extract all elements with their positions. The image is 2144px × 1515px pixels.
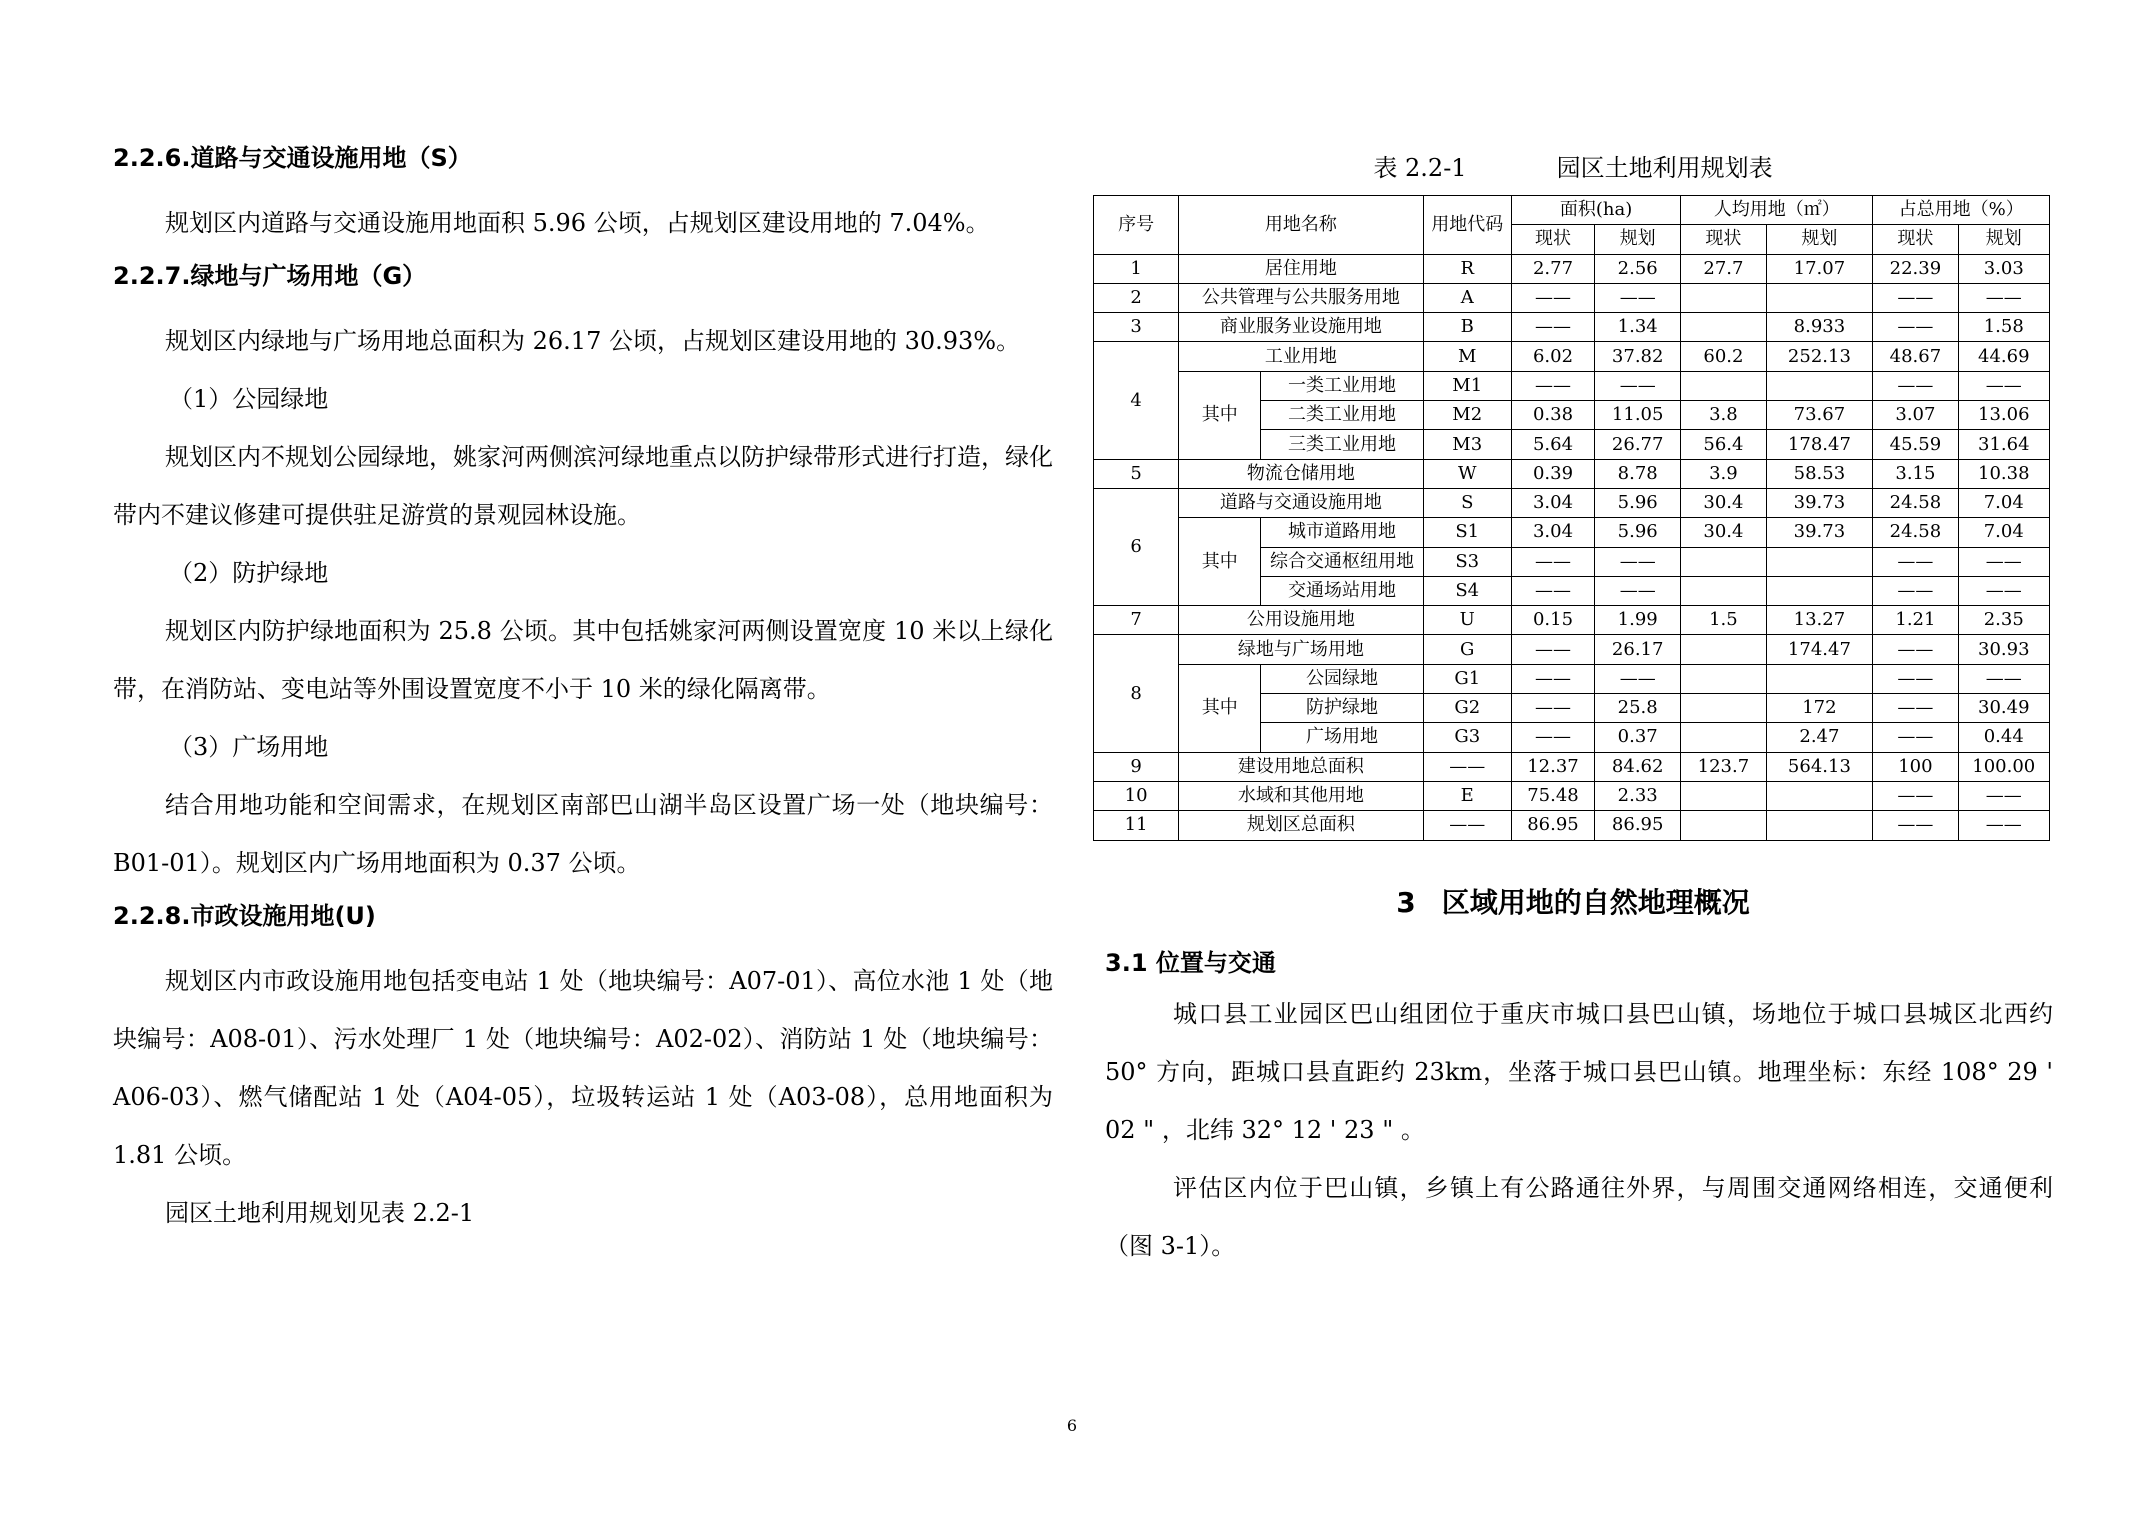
cell-area-current: ——: [1511, 694, 1594, 723]
table-row: [1094, 254, 2050, 283]
col-header-area-plan: 规划: [1595, 225, 1681, 254]
table-row: [1094, 371, 2050, 400]
cell-area-plan: 25.8: [1595, 694, 1681, 723]
col-header-percent: 占总用地（%）: [1873, 196, 2050, 225]
cell-code: W: [1423, 459, 1511, 488]
cell-per-plan: 8.933: [1766, 313, 1873, 342]
cell-pct-plan: 44.69: [1958, 342, 2049, 371]
cell-area-plan: 0.37: [1595, 723, 1681, 752]
cell-per-plan: [1766, 547, 1873, 576]
paragraph-road-land: 规划区内道路与交通设施用地面积 5.96 公顷，占规划区建设用地的 7.04%。: [165, 209, 990, 237]
cell-pct-current: ——: [1873, 547, 1958, 576]
cell-pct-plan: ——: [1958, 371, 2049, 400]
cell-name: 公用设施用地: [1179, 606, 1423, 635]
cell-per-current: 3.8: [1681, 401, 1766, 430]
cell-sub-label: 其中: [1179, 664, 1261, 752]
cell-pct-current: 24.58: [1873, 518, 1958, 547]
cell-area-plan: 2.56: [1595, 254, 1681, 283]
cell-seq: 8: [1094, 635, 1179, 752]
col-header-code: 用地代码: [1423, 196, 1511, 255]
cell-pct-current: 24.58: [1873, 488, 1958, 517]
table-row: [1094, 781, 2050, 810]
heading-2-2-7: 2.2.7.绿地与广场用地（G）: [113, 262, 427, 290]
cell-per-current: 123.7: [1681, 752, 1766, 781]
cell-pct-plan: 10.38: [1958, 459, 2049, 488]
col-header-name: 用地名称: [1179, 196, 1423, 255]
cell-name: 城市道路用地: [1261, 518, 1423, 547]
cell-name: 水域和其他用地: [1179, 781, 1423, 810]
cell-pct-plan: 0.44: [1958, 723, 2049, 752]
cell-sub-label: 其中: [1179, 518, 1261, 606]
cell-area-plan: 37.82: [1595, 342, 1681, 371]
cell-name: 道路与交通设施用地: [1179, 488, 1423, 517]
cell-pct-plan: ——: [1958, 547, 2049, 576]
cell-code: B: [1423, 313, 1511, 342]
section-title: [1093, 881, 2053, 921]
cell-area-plan: ——: [1595, 371, 1681, 400]
cell-area-current: 12.37: [1511, 752, 1594, 781]
cell-seq: 2: [1094, 283, 1179, 312]
table-caption-title: 园区土地利用规划表: [1556, 154, 1773, 182]
table-row: [1094, 811, 2050, 840]
cell-area-plan: ——: [1595, 664, 1681, 693]
cell-pct-current: 3.15: [1873, 459, 1958, 488]
paragraph-protective-green: 规划区内防护绿地面积为 25.8 公顷。其中包括姚家河两侧设置宽度 10 米以上绿化带，在消防站、变电站等外围设置宽度不小于 10 米的绿化隔离带。: [113, 617, 1053, 703]
table-row: [1094, 664, 2050, 693]
cell-per-plan: 17.07: [1766, 254, 1873, 283]
cell-code: S1: [1423, 518, 1511, 547]
cell-name: 规划区总面积: [1179, 811, 1423, 840]
paragraph-plaza: 结合用地功能和空间需求，在规划区南部巴山湖半岛区设置广场一处（地块编号：B01-01）。规划区内广场用地面积为 0.37 公顷。: [113, 791, 1053, 877]
col-header-pct-plan: 规划: [1958, 225, 2049, 254]
cell-area-current: 0.39: [1511, 459, 1594, 488]
cell-area-current: ——: [1511, 635, 1594, 664]
col-header-area: 面积(ha): [1511, 196, 1680, 225]
cell-seq: 7: [1094, 606, 1179, 635]
table-row: [1094, 518, 2050, 547]
cell-name: 广场用地: [1261, 723, 1423, 752]
cell-name: 商业服务业设施用地: [1179, 313, 1423, 342]
cell-code: U: [1423, 606, 1511, 635]
cell-pct-plan: ——: [1958, 664, 2049, 693]
cell-code: ——: [1423, 811, 1511, 840]
cell-per-plan: 73.67: [1766, 401, 1873, 430]
paragraph-table-ref: 园区土地利用规划见表 2.2-1: [165, 1199, 475, 1227]
cell-name: 一类工业用地: [1261, 371, 1423, 400]
cell-per-plan: [1766, 576, 1873, 605]
cell-area-current: 3.04: [1511, 518, 1594, 547]
cell-seq: 1: [1094, 254, 1179, 283]
cell-area-plan: 1.34: [1595, 313, 1681, 342]
cell-name: 公园绿地: [1261, 664, 1423, 693]
cell-per-current: [1681, 576, 1766, 605]
cell-per-plan: 172: [1766, 694, 1873, 723]
cell-per-current: [1681, 283, 1766, 312]
cell-pct-plan: 7.04: [1958, 518, 2049, 547]
cell-area-plan: 2.33: [1595, 781, 1681, 810]
cell-pct-plan: 2.35: [1958, 606, 2049, 635]
cell-area-plan: 26.17: [1595, 635, 1681, 664]
table-row: [1094, 459, 2050, 488]
page-number: 6: [1066, 1416, 1078, 1435]
cell-seq: 6: [1094, 488, 1179, 605]
cell-code: M2: [1423, 401, 1511, 430]
cell-name: 综合交通枢纽用地: [1261, 547, 1423, 576]
cell-area-current: 3.04: [1511, 488, 1594, 517]
cell-per-plan: 178.47: [1766, 430, 1873, 459]
col-header-per-plan: 规划: [1766, 225, 1873, 254]
cell-name: 工业用地: [1179, 342, 1423, 371]
col-header-per-capita: 人均用地（㎡）: [1681, 196, 1873, 225]
cell-area-current: ——: [1511, 576, 1594, 605]
cell-per-plan: 564.13: [1766, 752, 1873, 781]
cell-per-current: 27.7: [1681, 254, 1766, 283]
cell-pct-current: ——: [1873, 723, 1958, 752]
cell-pct-current: ——: [1873, 283, 1958, 312]
cell-per-current: [1681, 371, 1766, 400]
land-use-table: [1093, 195, 2050, 841]
cell-pct-current: 3.07: [1873, 401, 1958, 430]
table-caption-number: 表 2.2-1: [1373, 154, 1467, 182]
cell-seq: 4: [1094, 342, 1179, 459]
cell-seq: 5: [1094, 459, 1179, 488]
cell-area-plan: 5.96: [1595, 518, 1681, 547]
cell-pct-plan: ——: [1958, 283, 2049, 312]
cell-area-plan: ——: [1595, 547, 1681, 576]
cell-per-current: [1681, 313, 1766, 342]
cell-code: ——: [1423, 752, 1511, 781]
paragraph-utility-land: 规划区内市政设施用地包括变电站 1 处（地块编号：A07-01）、高位水池 1 处（地块编号：A08-01）、污水处理厂 1 处（地块编号：A02-02）、消防站 1 处（地块编号：A06-03）、燃气储配站 1 处（A04-05），垃圾转运站 1 处（A03-08），总用地面积为 1.81 公顷。: [113, 967, 1053, 1169]
cell-seq: 9: [1094, 752, 1179, 781]
cell-area-plan: 1.99: [1595, 606, 1681, 635]
cell-per-plan: 174.47: [1766, 635, 1873, 664]
heading-2-2-6: 2.2.6.道路与交通设施用地（S）: [113, 144, 472, 172]
cell-name: 交通场站用地: [1261, 576, 1423, 605]
cell-pct-current: ——: [1873, 635, 1958, 664]
table-row: [1094, 283, 2050, 312]
cell-name: 绿地与广场用地: [1179, 635, 1423, 664]
cell-per-current: 30.4: [1681, 488, 1766, 517]
cell-per-current: 1.5: [1681, 606, 1766, 635]
cell-per-plan: [1766, 781, 1873, 810]
cell-area-plan: 11.05: [1595, 401, 1681, 430]
cell-seq: 3: [1094, 313, 1179, 342]
cell-sub-label: 其中: [1179, 371, 1261, 459]
cell-per-current: [1681, 547, 1766, 576]
cell-per-plan: 2.47: [1766, 723, 1873, 752]
cell-per-current: [1681, 811, 1766, 840]
cell-pct-plan: 30.93: [1958, 635, 2049, 664]
cell-per-current: 3.9: [1681, 459, 1766, 488]
cell-code: S4: [1423, 576, 1511, 605]
cell-pct-current: ——: [1873, 576, 1958, 605]
cell-per-plan: 58.53: [1766, 459, 1873, 488]
cell-area-plan: ——: [1595, 576, 1681, 605]
cell-pct-current: ——: [1873, 371, 1958, 400]
cell-pct-plan: 3.03: [1958, 254, 2049, 283]
cell-area-current: ——: [1511, 723, 1594, 752]
cell-name: 三类工业用地: [1261, 430, 1423, 459]
cell-code: M: [1423, 342, 1511, 371]
cell-pct-plan: 1.58: [1958, 313, 2049, 342]
cell-pct-plan: ——: [1958, 781, 2049, 810]
table-caption: [1093, 148, 2053, 183]
cell-pct-plan: 100.00: [1958, 752, 2049, 781]
cell-per-plan: [1766, 664, 1873, 693]
cell-seq: 11: [1094, 811, 1179, 840]
col-header-area-current: 现状: [1511, 225, 1594, 254]
cell-code: S: [1423, 488, 1511, 517]
cell-area-current: 2.77: [1511, 254, 1594, 283]
cell-per-current: [1681, 723, 1766, 752]
cell-pct-current: ——: [1873, 313, 1958, 342]
right-column: [1093, 148, 2053, 1275]
cell-pct-current: 45.59: [1873, 430, 1958, 459]
cell-area-current: 86.95: [1511, 811, 1594, 840]
paragraph-transport: 评估区内位于巴山镇，乡镇上有公路通往外界，与周围交通网络相连，交通便利（图 3-1）。: [1105, 1173, 2053, 1260]
cell-per-current: [1681, 635, 1766, 664]
cell-per-plan: 39.73: [1766, 488, 1873, 517]
cell-per-current: [1681, 664, 1766, 693]
cell-code: M1: [1423, 371, 1511, 400]
cell-pct-current: ——: [1873, 664, 1958, 693]
cell-pct-plan: 13.06: [1958, 401, 2049, 430]
heading-3-1: 3.1 位置与交通: [1105, 948, 1276, 977]
cell-area-current: 6.02: [1511, 342, 1594, 371]
cell-area-plan: ——: [1595, 283, 1681, 312]
cell-seq: 10: [1094, 781, 1179, 810]
cell-code: G1: [1423, 664, 1511, 693]
cell-area-current: ——: [1511, 664, 1594, 693]
paragraph-green-land: 规划区内绿地与广场用地总面积为 26.17 公顷，占规划区建设用地的 30.93%。: [165, 327, 1021, 355]
cell-code: G: [1423, 635, 1511, 664]
cell-per-plan: 13.27: [1766, 606, 1873, 635]
cell-code: S3: [1423, 547, 1511, 576]
cell-area-current: ——: [1511, 283, 1594, 312]
cell-pct-current: 100: [1873, 752, 1958, 781]
cell-per-plan: [1766, 283, 1873, 312]
cell-per-current: 60.2: [1681, 342, 1766, 371]
cell-name: 公共管理与公共服务用地: [1179, 283, 1423, 312]
cell-pct-current: 48.67: [1873, 342, 1958, 371]
cell-name: 居住用地: [1179, 254, 1423, 283]
cell-area-current: 0.38: [1511, 401, 1594, 430]
cell-code: R: [1423, 254, 1511, 283]
cell-area-plan: 84.62: [1595, 752, 1681, 781]
cell-name: 防护绿地: [1261, 694, 1423, 723]
cell-area-current: ——: [1511, 313, 1594, 342]
cell-name: 二类工业用地: [1261, 401, 1423, 430]
cell-pct-current: 22.39: [1873, 254, 1958, 283]
cell-pct-plan: ——: [1958, 576, 2049, 605]
section-number: 3: [1396, 885, 1416, 919]
subheading-protective-green: （2）防护绿地: [169, 559, 329, 587]
cell-code: M3: [1423, 430, 1511, 459]
cell-area-current: ——: [1511, 371, 1594, 400]
cell-name: 物流仓储用地: [1179, 459, 1423, 488]
cell-pct-plan: ——: [1958, 811, 2049, 840]
col-header-per-current: 现状: [1681, 225, 1766, 254]
cell-code: G3: [1423, 723, 1511, 752]
subheading-park-green: （1）公园绿地: [169, 385, 329, 413]
cell-area-plan: 86.95: [1595, 811, 1681, 840]
table-row: [1094, 342, 2050, 371]
cell-code: A: [1423, 283, 1511, 312]
cell-area-plan: 8.78: [1595, 459, 1681, 488]
cell-per-current: [1681, 694, 1766, 723]
heading-2-2-8: 2.2.8.市政设施用地(U): [113, 902, 376, 930]
cell-per-plan: 39.73: [1766, 518, 1873, 547]
paragraph-location: 城口县工业园区巴山组团位于重庆市城口县巴山镇，场地位于城口县城区北西约 50° 方向，距城口县直距约 23km，坐落于城口县巴山镇。地理坐标：东经 108° 29 ' 02 " ，北纬 32° 12 ' 23 " 。: [1105, 999, 2053, 1144]
cell-per-current: [1681, 781, 1766, 810]
table-row: [1094, 752, 2050, 781]
table-row: [1094, 488, 2050, 517]
cell-area-current: ——: [1511, 547, 1594, 576]
cell-per-plan: 252.13: [1766, 342, 1873, 371]
cell-pct-current: ——: [1873, 781, 1958, 810]
cell-area-plan: 26.77: [1595, 430, 1681, 459]
cell-pct-plan: 30.49: [1958, 694, 2049, 723]
cell-pct-current: ——: [1873, 694, 1958, 723]
subheading-plaza: （3）广场用地: [169, 733, 329, 761]
cell-per-current: 56.4: [1681, 430, 1766, 459]
table-row: [1094, 313, 2050, 342]
cell-area-current: 0.15: [1511, 606, 1594, 635]
cell-per-plan: [1766, 371, 1873, 400]
cell-name: 建设用地总面积: [1179, 752, 1423, 781]
table-row: [1094, 606, 2050, 635]
paragraph-park-green: 规划区内不规划公园绿地，姚家河两侧滨河绿地重点以防护绿带形式进行打造，绿化带内不建议修建可提供驻足游赏的景观园林设施。: [113, 443, 1053, 529]
section-title-text: 区域用地的自然地理概况: [1441, 885, 1750, 919]
cell-pct-current: 1.21: [1873, 606, 1958, 635]
col-header-pct-current: 现状: [1873, 225, 1958, 254]
cell-area-plan: 5.96: [1595, 488, 1681, 517]
cell-area-current: 75.48: [1511, 781, 1594, 810]
cell-code: E: [1423, 781, 1511, 810]
cell-code: G2: [1423, 694, 1511, 723]
left-column: [113, 140, 1053, 1242]
col-header-seq: 序号: [1094, 196, 1179, 255]
cell-per-current: 30.4: [1681, 518, 1766, 547]
cell-pct-current: ——: [1873, 811, 1958, 840]
cell-pct-plan: 31.64: [1958, 430, 2049, 459]
cell-pct-plan: 7.04: [1958, 488, 2049, 517]
cell-area-current: 5.64: [1511, 430, 1594, 459]
table-row: [1094, 635, 2050, 664]
cell-per-plan: [1766, 811, 1873, 840]
